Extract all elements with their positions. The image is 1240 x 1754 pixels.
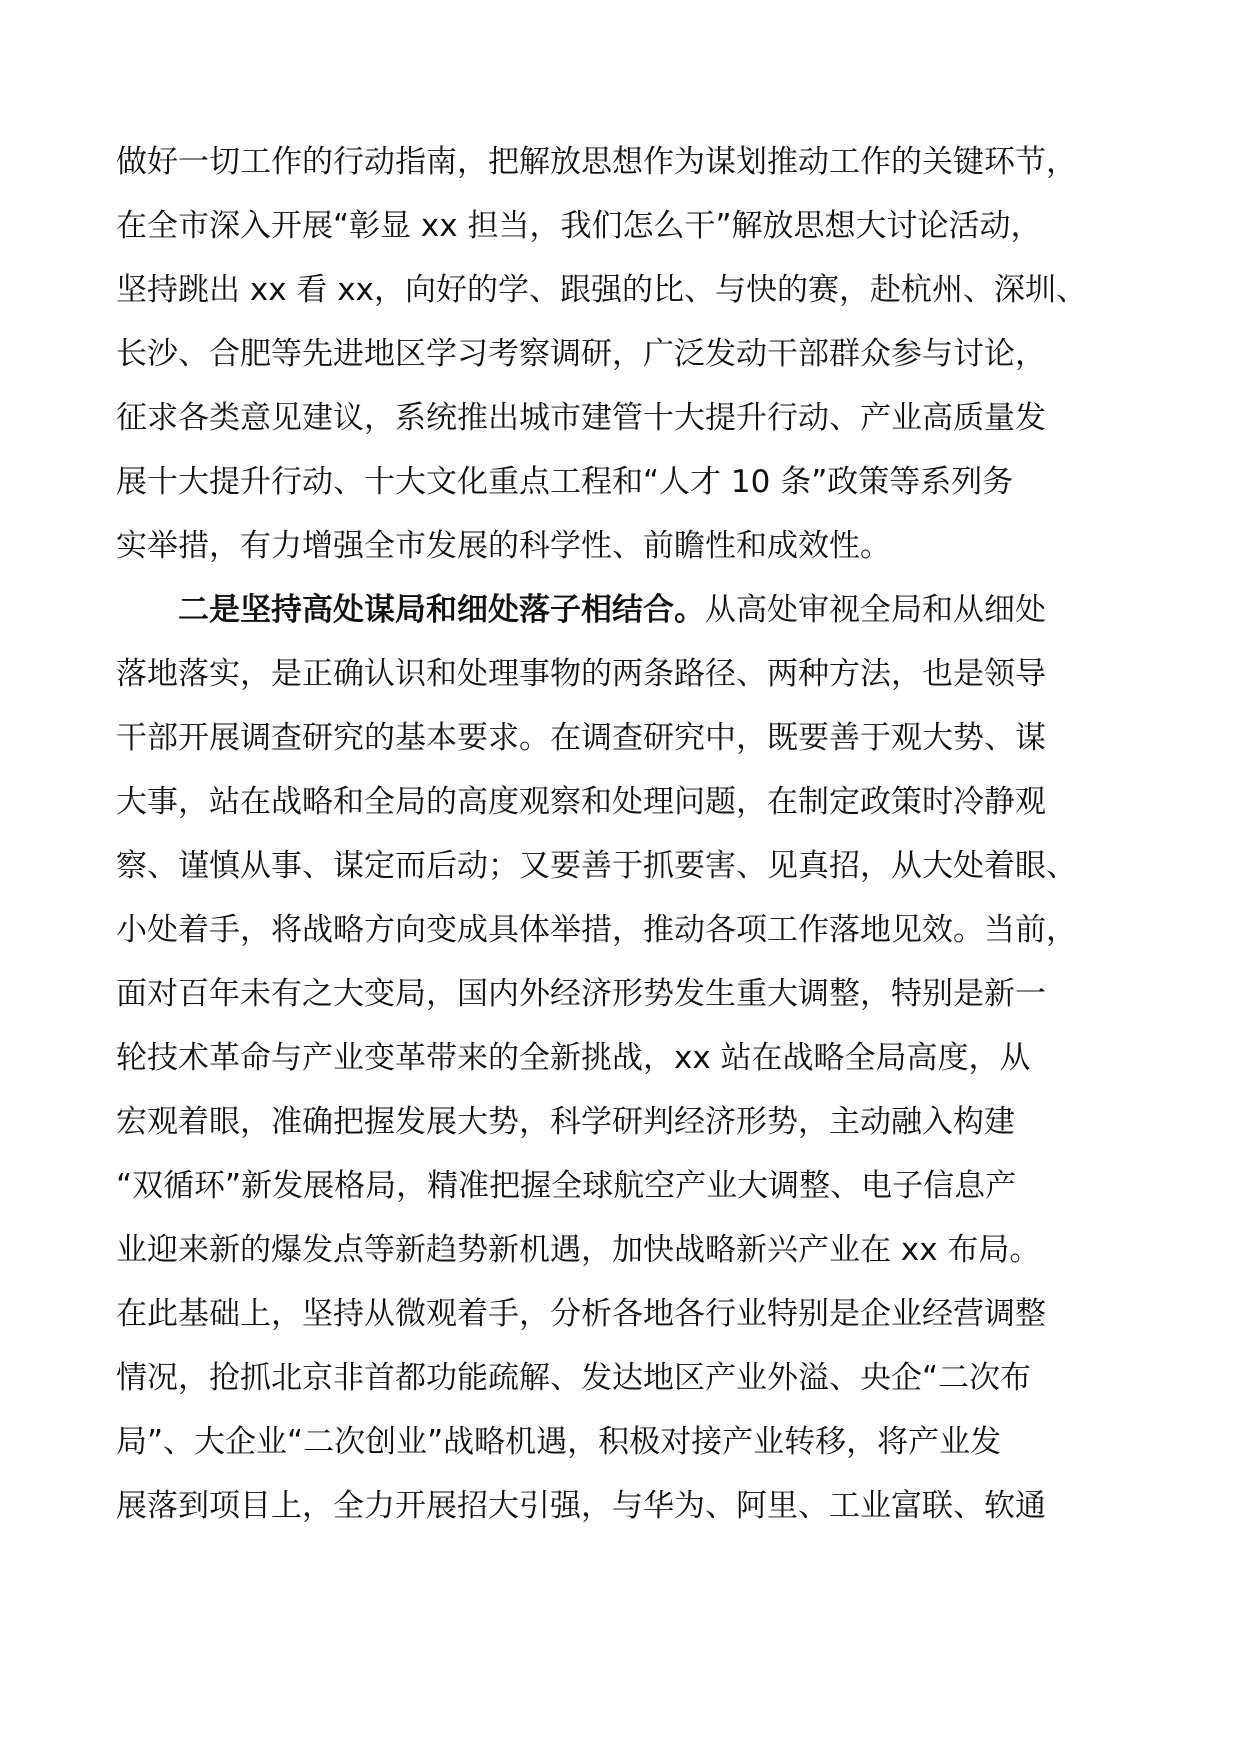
text-line: 宏观着眼，准确把握发展大势，科学研判经济形势，主动融入构建 xyxy=(116,1104,1015,1140)
text-line: 干部开展调查研究的基本要求。在调查研究中，既要善于观大势、谋 xyxy=(116,720,1046,756)
text-line: 面对百年未有之大变局，国内外经济形势发生重大调整，特别是新一 xyxy=(116,976,1046,1012)
text-line: 轮技术革命与产业变革带来的全新挑战，xx 站在战略全局高度，从 xyxy=(116,1040,1031,1076)
text-line: 大事，站在战略和全局的高度观察和处理问题，在制定政策时冷静观 xyxy=(116,784,1046,820)
text-line: 察、谨慎从事、谋定而后动；又要善于抓要害、见真招，从大处着眼、 xyxy=(116,848,1077,884)
document-body xyxy=(116,130,1156,1538)
text-line: 展十大提升行动、十大文化重点工程和“人才 10 条”政策等系列务 xyxy=(116,464,1014,500)
text-line: 在全市深入开展“彰显 xx 担当，我们怎么干”解放思想大讨论活动， xyxy=(116,208,1042,244)
text-line: 做好一切工作的行动指南，把解放思想作为谋划推动工作的关键环节， xyxy=(116,144,1077,180)
text-line: 实举措，有力增强全市发展的科学性、前瞻性和成效性。 xyxy=(116,528,891,564)
text-line: “双循环”新发展格局，精准把握全球航空产业大调整、电子信息产 xyxy=(116,1168,1017,1204)
text-line: 业迎来新的爆发点等新趋势新机遇，加快战略新兴产业在 xx 布局。 xyxy=(116,1232,1041,1268)
text-line: 小处着手，将战略方向变成具体举措，推动各项工作落地见效。当前， xyxy=(116,912,1077,948)
text-line: 展落到项目上，全力开展招大引强，与华为、阿里、工业富联、软通 xyxy=(116,1488,1046,1524)
text-line: 征求各类意见建议，系统推出城市建管十大提升行动、产业高质量发 xyxy=(116,400,1046,436)
paragraph-heading: 二是坚持高处谋局和细处落子相结合。 xyxy=(178,592,705,628)
text-line: 在此基础上，坚持从微观着手，分析各地各行业特别是企业经营调整 xyxy=(116,1296,1046,1332)
text-line: 局”、大企业“二次创业”战略机遇，积极对接产业转移，将产业发 xyxy=(116,1424,1002,1460)
text-line: 长沙、合肥等先进地区学习考察调研，广泛发动干部群众参与讨论， xyxy=(116,336,1046,372)
text-line: 情况，抢抓北京非首都功能疏解、发达地区产业外溢、央企“二次布 xyxy=(116,1360,1032,1396)
text-line: 坚持跳出 xx 看 xx，向好的学、跟强的比、与快的赛，赴杭州、深圳、 xyxy=(116,272,1087,308)
paragraph-continuation xyxy=(116,130,1156,578)
paragraph-point-two xyxy=(116,578,1156,1538)
paragraph-first-line-text: 从高处审视全局和从细处 xyxy=(705,592,1046,628)
text-line: 落地落实，是正确认识和处理事物的两条路径、两种方法，也是领导 xyxy=(116,656,1046,692)
paragraph-first-line xyxy=(116,578,1156,642)
